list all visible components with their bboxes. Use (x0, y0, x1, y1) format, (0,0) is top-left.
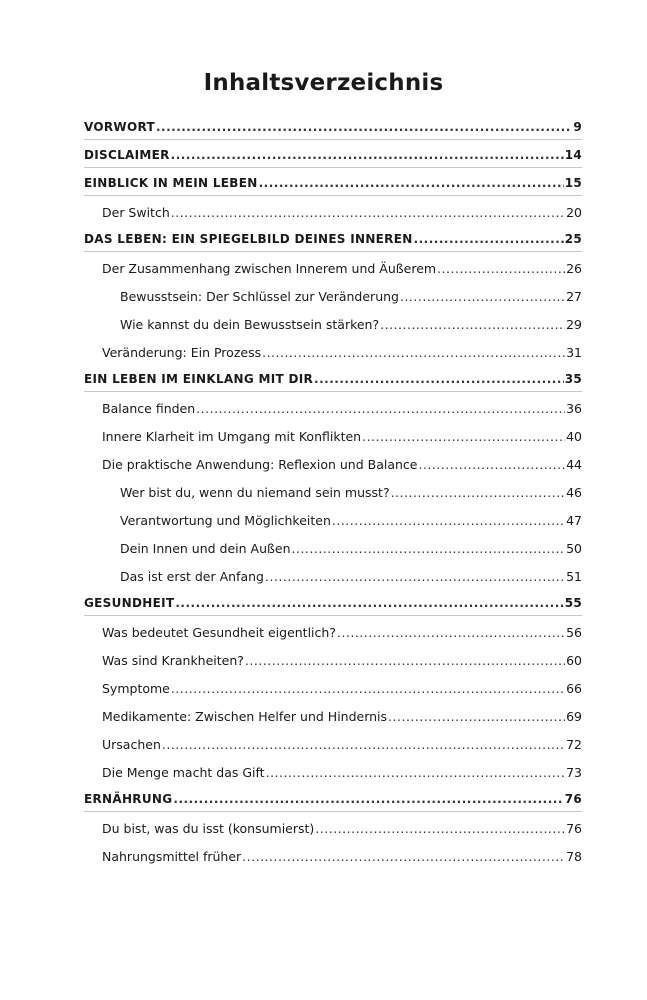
toc-dot-leader (437, 261, 565, 276)
toc-entry[interactable] (84, 700, 582, 728)
toc-entry[interactable] (84, 420, 582, 448)
toc-entry[interactable] (84, 476, 582, 504)
toc-entry[interactable] (84, 392, 582, 420)
toc-entry-page-number: 73 (566, 765, 582, 780)
toc-entry[interactable] (84, 784, 582, 812)
toc-dot-leader (175, 596, 563, 611)
toc-entry-label: Nahrungsmittel früher (102, 849, 242, 864)
toc-entry-label: Medikamente: Zwischen Helfer und Hindernis (102, 709, 388, 724)
toc-entry-page-number: 76 (564, 792, 582, 806)
toc-dot-leader (337, 625, 565, 640)
toc-entry-page-number: 31 (566, 345, 582, 360)
toc-entry[interactable] (84, 168, 582, 196)
toc-entry[interactable] (84, 840, 582, 868)
toc-dot-leader (171, 681, 565, 696)
toc-entry[interactable] (84, 644, 582, 672)
toc-entry[interactable] (84, 728, 582, 756)
toc-entry-page-number: 40 (566, 429, 582, 444)
toc-entry[interactable] (84, 672, 582, 700)
toc-entry-label: EIN LEBEN IM EINKLANG MIT DIR (84, 372, 314, 386)
toc-entry[interactable] (84, 140, 582, 168)
toc-entry-label: DISCLAIMER (84, 148, 170, 162)
toc-entry[interactable] (84, 756, 582, 784)
toc-entry-page-number: 78 (566, 849, 582, 864)
toc-dot-leader (171, 148, 564, 163)
table-of-contents (84, 112, 582, 868)
toc-dot-leader (266, 765, 566, 780)
toc-entry-page-number: 44 (566, 457, 582, 472)
toc-entry-label: Innere Klarheit im Umgang mit Konflikten (102, 429, 362, 444)
toc-entry-page-number: 56 (566, 625, 582, 640)
toc-entry-page-number: 66 (566, 681, 582, 696)
toc-dot-leader (418, 457, 565, 472)
toc-entry-page-number: 50 (566, 541, 582, 556)
toc-dot-leader (400, 289, 565, 304)
toc-entry-label: Der Zusammenhang zwischen Innerem und Äußerem (102, 261, 437, 276)
toc-entry[interactable] (84, 112, 582, 140)
toc-dot-leader (391, 485, 566, 500)
toc-entry[interactable] (84, 308, 582, 336)
toc-entry[interactable] (84, 280, 582, 308)
toc-entry-page-number: 15 (564, 176, 582, 190)
toc-entry-page-number: 25 (564, 232, 582, 246)
toc-entry-label: Das ist erst der Anfang (120, 569, 264, 584)
toc-entry-label: Veränderung: Ein Prozess (102, 345, 262, 360)
toc-dot-leader (259, 176, 564, 191)
toc-dot-leader (173, 792, 563, 807)
toc-entry[interactable] (84, 252, 582, 280)
toc-entry-page-number: 20 (566, 205, 582, 220)
toc-dot-leader (362, 429, 565, 444)
toc-dot-leader (314, 372, 564, 387)
toc-entry-page-number: 36 (566, 401, 582, 416)
toc-entry-label: Die praktische Anwendung: Reflexion und Balance (102, 457, 418, 472)
toc-entry-page-number: 60 (566, 653, 582, 668)
toc-dot-leader (315, 821, 565, 836)
toc-entry-label: Die Menge macht das Gift (102, 765, 265, 780)
toc-entry[interactable] (84, 448, 582, 476)
toc-entry-label: ERNÄHRUNG (84, 792, 173, 806)
toc-entry-page-number: 9 (573, 120, 582, 134)
toc-entry-label: GESUNDHEIT (84, 596, 175, 610)
toc-entry-page-number: 55 (564, 596, 582, 610)
toc-dot-leader (171, 205, 565, 220)
toc-entry[interactable] (84, 616, 582, 644)
toc-dot-leader (242, 849, 565, 864)
toc-dot-leader (156, 120, 572, 135)
toc-dot-leader (262, 345, 565, 360)
toc-entry[interactable] (84, 588, 582, 616)
toc-dot-leader (162, 737, 565, 752)
toc-entry-label: Ursachen (102, 737, 161, 752)
toc-entry-label: DAS LEBEN: EIN SPIEGELBILD DEINES INNEREN (84, 232, 413, 246)
toc-entry-label: Der Switch (102, 205, 170, 220)
toc-entry[interactable] (84, 224, 582, 252)
toc-entry[interactable] (84, 196, 582, 224)
toc-dot-leader (292, 541, 566, 556)
toc-entry-label: Bewusstsein: Der Schlüssel zur Veränderung (120, 289, 399, 304)
toc-entry-page-number: 29 (566, 317, 582, 332)
toc-entry[interactable] (84, 336, 582, 364)
toc-entry-label: Symptome (102, 681, 170, 696)
toc-entry-page-number: 69 (566, 709, 582, 724)
toc-entry-page-number: 47 (566, 513, 582, 528)
toc-entry-label: Wer bist du, wenn du niemand sein musst? (120, 485, 390, 500)
toc-entry-label: Was bedeutet Gesundheit eigentlich? (102, 625, 336, 640)
toc-entry-label: Balance finden (102, 401, 196, 416)
toc-entry-label: Dein Innen und dein Außen (120, 541, 291, 556)
toc-dot-leader (265, 569, 565, 584)
toc-entry-label: Was sind Krankheiten? (102, 653, 244, 668)
toc-dot-leader (414, 232, 564, 247)
toc-entry-page-number: 27 (566, 289, 582, 304)
toc-entry-page-number: 35 (564, 372, 582, 386)
toc-dot-leader (388, 709, 565, 724)
page-title: Inhaltsverzeichnis (203, 70, 444, 96)
toc-entry-page-number: 46 (566, 485, 582, 500)
toc-entry-label: Verantwortung und Möglichkeiten (120, 513, 331, 528)
toc-entry[interactable] (84, 812, 582, 840)
toc-entry-page-number: 26 (566, 261, 582, 276)
toc-entry-label: EINBLICK IN MEIN LEBEN (84, 176, 258, 190)
toc-dot-leader (245, 653, 565, 668)
toc-entry[interactable] (84, 560, 582, 588)
toc-dot-leader (196, 401, 565, 416)
toc-entry-label: VORWORT (84, 120, 155, 134)
toc-entry-page-number: 76 (566, 821, 582, 836)
toc-entry-page-number: 72 (566, 737, 582, 752)
toc-entry[interactable] (84, 364, 582, 392)
toc-entry[interactable] (84, 532, 582, 560)
toc-dot-leader (380, 317, 565, 332)
toc-entry[interactable] (84, 504, 582, 532)
toc-entry-page-number: 14 (564, 148, 582, 162)
toc-entry-label: Du bist, was du isst (konsumierst) (102, 821, 315, 836)
toc-entry-page-number: 51 (566, 569, 582, 584)
toc-dot-leader (332, 513, 565, 528)
toc-entry-label: Wie kannst du dein Bewusstsein stärken? (120, 317, 380, 332)
